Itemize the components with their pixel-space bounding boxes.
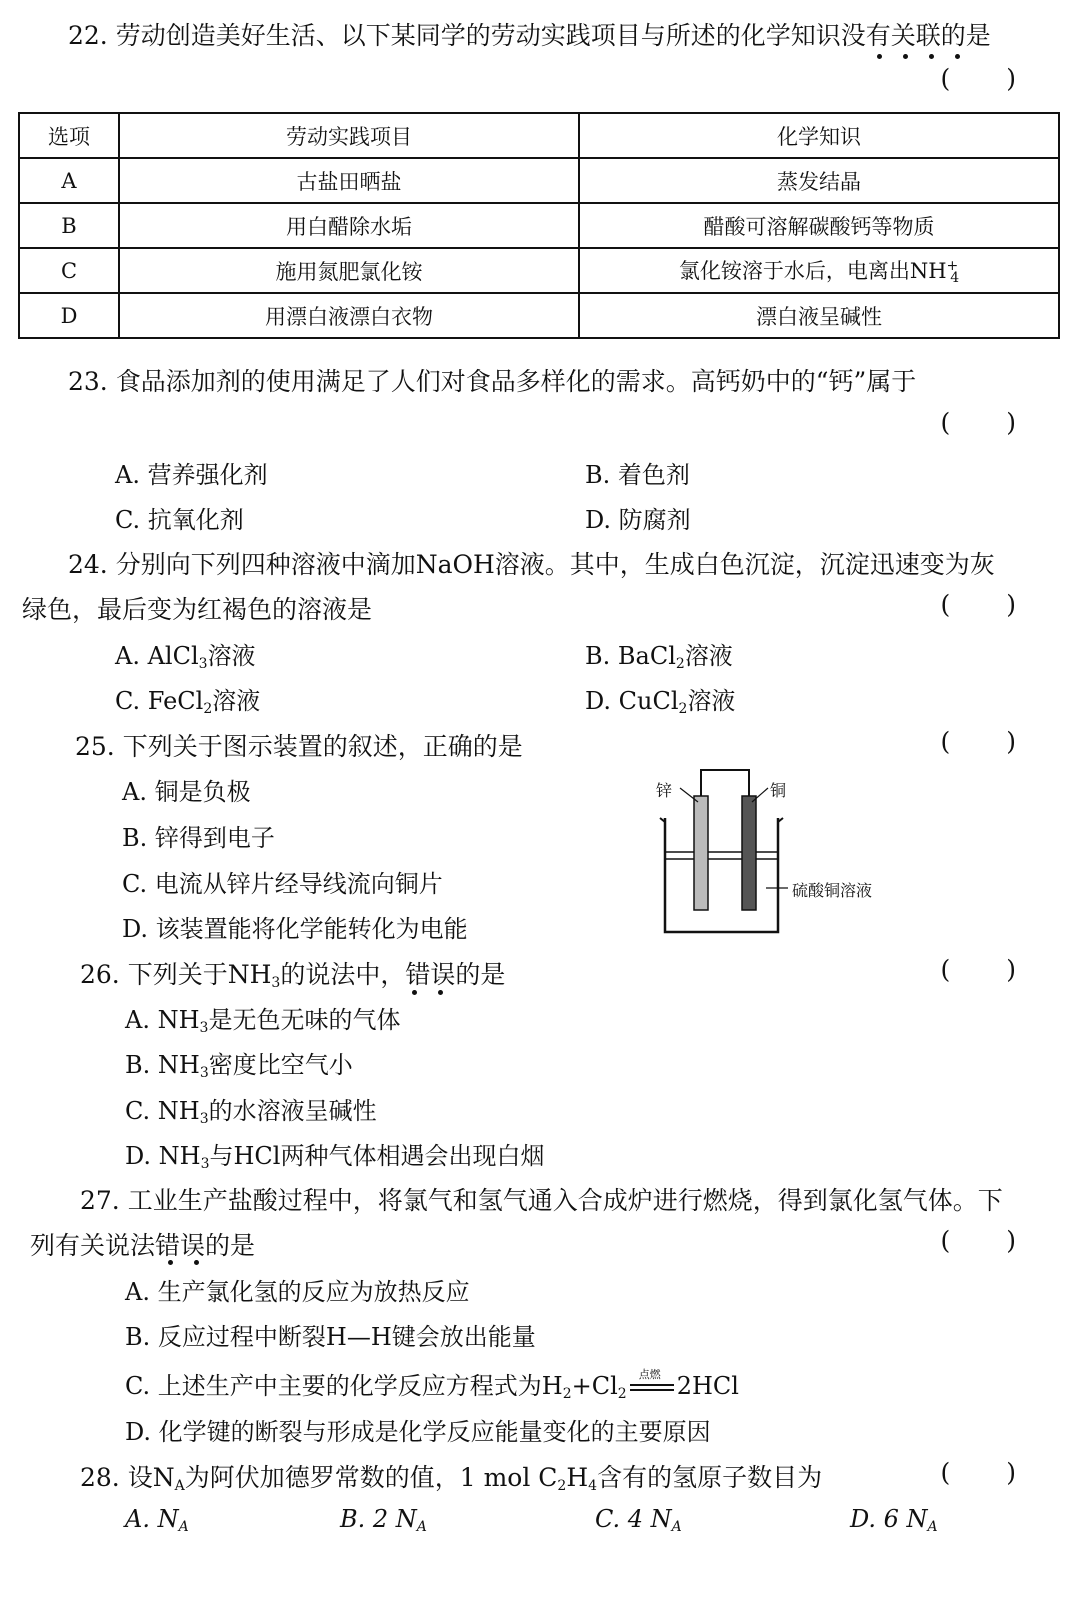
q24-answer-bracket: ( ): [940, 590, 1040, 619]
q23-option-c: C. 抗氧化剂: [115, 506, 244, 534]
q25-option-d: D. 该装置能将化学能转化为电能: [122, 915, 468, 943]
subscript: A: [416, 1519, 427, 1535]
q27-option-c: [125, 1366, 739, 1402]
q24-option-a: [115, 636, 256, 672]
stem-text: 26. 下列关于NH: [80, 960, 272, 989]
table-cell: 蒸发结晶: [579, 158, 1059, 203]
table-cell: 用漂白液漂白衣物: [119, 293, 579, 338]
option-text: B. BaCl: [585, 642, 676, 670]
table-cell: 古盐田晒盐: [119, 158, 579, 203]
q26-option-c: [125, 1091, 377, 1127]
table-cell: 漂白液呈碱性: [579, 293, 1059, 338]
q26-option-a: [125, 1000, 400, 1036]
subscript: 2: [557, 1478, 567, 1494]
subscript: 3: [271, 975, 281, 991]
galvanic-cell-diagram: [650, 760, 890, 940]
table-cell: D: [19, 293, 119, 338]
q23-option-b: B. 着色剂: [585, 461, 690, 489]
q26-answer-bracket: ( ): [940, 955, 1040, 984]
table-header-cell: 劳动实践项目: [119, 113, 579, 158]
q25-option-b: B. 锌得到电子: [122, 824, 275, 852]
table-header-row: [19, 113, 1059, 158]
table-cell: [579, 248, 1059, 293]
subscript: 3: [199, 1020, 209, 1036]
table-cell: 醋酸可溶解碳酸钙等物质: [579, 203, 1059, 248]
subscript: 3: [199, 1065, 209, 1081]
q24-option-d: [585, 681, 735, 717]
q24-stem-line2: 绿色，最后变为红褐色的溶液是: [22, 595, 373, 624]
q27-stem-line2: 列有关说法错误的是: [30, 1231, 256, 1260]
q28-option-d: [850, 1505, 938, 1535]
q24-option-b: [585, 636, 733, 672]
option-text: 溶液: [687, 687, 736, 715]
zinc-electrode: [694, 796, 708, 910]
option-text: 溶液: [212, 687, 261, 715]
option-text: B. NH: [125, 1051, 200, 1079]
q22-number: 22.: [68, 21, 108, 50]
q22-table: [18, 112, 1060, 339]
subscript: 3: [200, 1156, 210, 1172]
q22-answer-bracket: ( ): [940, 64, 1040, 93]
option-text: B. 2 N: [340, 1505, 417, 1533]
q26-option-d: [125, 1136, 544, 1172]
table-cell-text: 氯化铵溶于水后，电离出NH: [678, 259, 947, 283]
reaction-condition: 点燃: [638, 1367, 661, 1381]
emphasis-dot: [955, 54, 960, 59]
q26-option-b: [125, 1045, 353, 1081]
table-cell: A: [19, 158, 119, 203]
stem-text: 28. 设N: [80, 1463, 175, 1492]
q23-answer-bracket: ( ): [940, 408, 1040, 437]
q24-stem-line1: 24. 分别向下列四种溶液中滴加NaOH溶液。其中，生成白色沉淀，沉淀迅速变为灰: [68, 550, 995, 579]
q28-option-b: [340, 1505, 427, 1535]
subscript: 4: [950, 270, 960, 286]
table-row: [19, 293, 1059, 338]
subscript: 2: [203, 701, 213, 717]
copper-leader: [752, 788, 768, 802]
q25-answer-bracket: ( ): [940, 727, 1040, 756]
q22-text: 劳动创造美好生活、以下某同学的劳动实践项目与所述的化学知识没有关联的是: [115, 21, 991, 50]
q25-option-c: C. 电流从锌片经导线流向铜片: [122, 870, 443, 898]
table-row: [19, 158, 1059, 203]
table-cell: B: [19, 203, 119, 248]
option-text: C. FeCl: [115, 687, 204, 715]
option-text: A. N: [125, 1505, 179, 1533]
subscript: 2: [678, 701, 688, 717]
emphasis-dot: [412, 990, 417, 995]
emphasis-dot: [168, 1260, 173, 1265]
option-text: D. NH: [125, 1142, 201, 1170]
subscript: A: [927, 1519, 938, 1535]
double-line-icon: [630, 1384, 674, 1391]
table-header-cell: 化学知识: [579, 113, 1059, 158]
option-text: C. 4 N: [595, 1505, 672, 1533]
option-text: 密度比空气小: [208, 1051, 353, 1079]
emphasis-dot: [438, 990, 443, 995]
q23-option-a: A. 营养强化剂: [115, 461, 268, 489]
q23-option-d: D. 防腐剂: [585, 506, 691, 534]
subscript: A: [174, 1478, 185, 1494]
superscript: +: [946, 258, 959, 274]
subscript: A: [178, 1519, 189, 1535]
q28-stem: [80, 1458, 822, 1494]
q23-stem: 23. 食品添加剂的使用满足了人们对食品多样化的需求。高钙奶中的“钙”属于: [68, 367, 917, 396]
table-cell: 用白醋除水垢: [119, 203, 579, 248]
option-text: A. AlCl: [115, 642, 199, 670]
option-text: C. NH: [125, 1097, 200, 1125]
q27-stem-line1: 27. 工业生产盐酸过程中，将氯气和氢气通入合成炉进行燃烧，得到氯化氢气体。下: [80, 1186, 1003, 1215]
solution-label: 硫酸铜溶液: [792, 881, 873, 900]
reaction-arrow: [630, 1367, 674, 1398]
subscript: 2: [562, 1386, 572, 1402]
option-text: C. 上述生产中主要的化学反应方程式为H: [125, 1372, 563, 1400]
stem-text: 含有的氢原子数目为: [597, 1463, 823, 1492]
subscript: 2: [675, 656, 685, 672]
subscript: 2: [617, 1386, 627, 1402]
option-text: 与HCl两种气体相遇会出现白烟: [209, 1142, 545, 1170]
q26-stem: [80, 955, 505, 991]
table-header-cell: 选项: [19, 113, 119, 158]
q28-option-c: [595, 1505, 682, 1535]
q25-stem: 25. 下列关于图示装置的叙述，正确的是: [75, 732, 523, 761]
emphasis-dot: [929, 54, 934, 59]
option-text: 2HCl: [676, 1372, 739, 1400]
q28-answer-bracket: ( ): [940, 1458, 1040, 1487]
stem-text: H: [566, 1463, 589, 1492]
copper-label: 铜: [770, 781, 787, 800]
subscript: 3: [198, 656, 208, 672]
q27-option-d: D. 化学键的断裂与形成是化学反应能量变化的主要原因: [125, 1418, 711, 1446]
q27-option-b: B. 反应过程中断裂H—H键会放出能量: [125, 1323, 536, 1351]
q28-option-a: [125, 1505, 189, 1535]
table-row: [19, 248, 1059, 293]
option-text: 的水溶液呈碱性: [208, 1097, 377, 1125]
emphasis-dot: [903, 54, 908, 59]
emphasis-dot: [877, 54, 882, 59]
subscript: 4: [588, 1478, 598, 1494]
option-text: +Cl: [571, 1372, 618, 1400]
q27-answer-bracket: ( ): [940, 1226, 1040, 1255]
option-text: D. CuCl: [585, 687, 679, 715]
q24-option-c: [115, 681, 260, 717]
option-text: 是无色无味的气体: [208, 1006, 401, 1034]
beaker: [665, 818, 778, 932]
q25-option-a: A. 铜是负极: [122, 778, 251, 806]
option-text: 溶液: [207, 642, 256, 670]
option-text: D. 6 N: [850, 1505, 928, 1533]
table-row: [19, 203, 1059, 248]
q22-stem: [68, 16, 991, 52]
table-cell: C: [19, 248, 119, 293]
zinc-label: 锌: [656, 781, 673, 800]
table-cell: 施用氮肥氯化铵: [119, 248, 579, 293]
stem-text: 为阿伏加德罗常数的值，1 mol C: [184, 1463, 558, 1492]
copper-electrode: [742, 796, 756, 910]
option-text: A. NH: [125, 1006, 200, 1034]
subscript: A: [671, 1519, 682, 1535]
option-text: 溶液: [684, 642, 733, 670]
subscript: 3: [199, 1111, 209, 1127]
emphasis-dot: [194, 1260, 199, 1265]
stem-text: 的说法中，错误的是: [280, 960, 506, 989]
q27-option-a: A. 生产氯化氢的反应为放热反应: [125, 1278, 470, 1306]
zinc-leader: [680, 788, 698, 802]
